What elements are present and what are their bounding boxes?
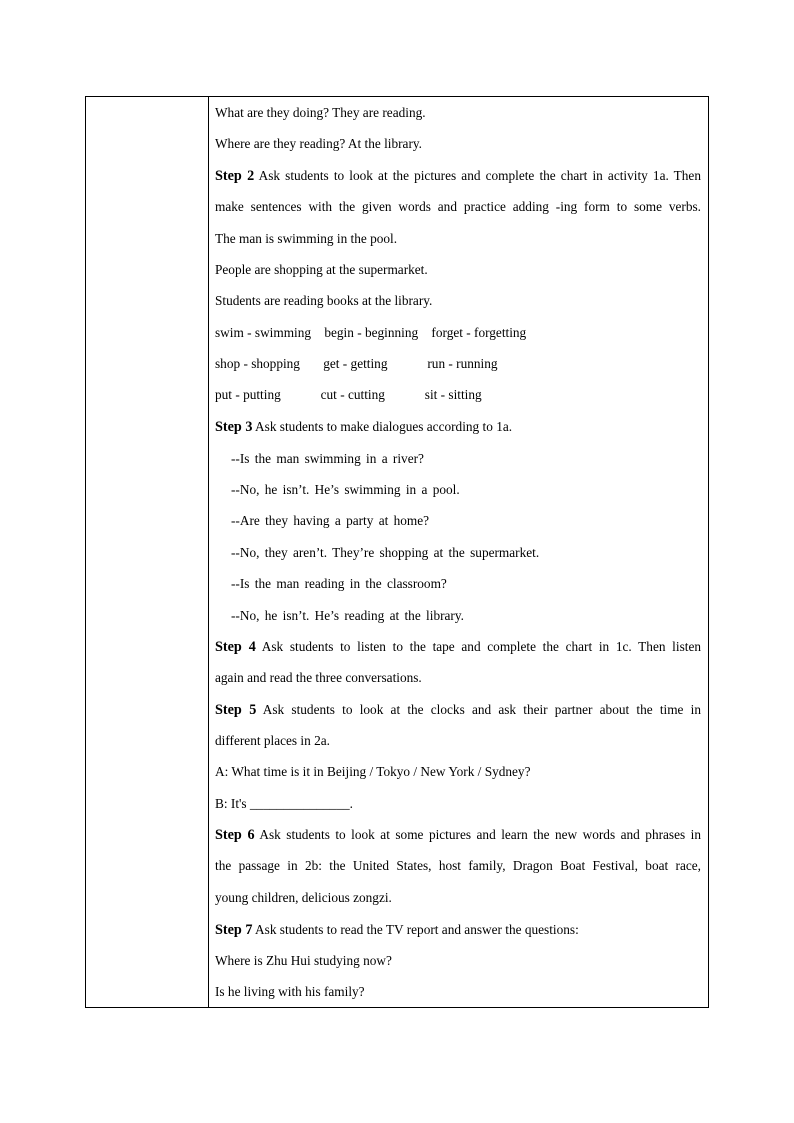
- line-text: Ask students to look at some pictures and learn the new words and phrases in: [259, 827, 701, 842]
- line-text: swim - swimming begin - beginning forget - forgetting: [215, 325, 527, 340]
- line-text: Ask students to listen to the tape and complete the chart in 1c. Then listen: [261, 639, 701, 654]
- step-line: [215, 827, 701, 843]
- text-line: [215, 796, 701, 812]
- line-text: People are shopping at the supermarket.: [215, 262, 428, 277]
- text-line: [215, 858, 701, 874]
- text-line: [215, 953, 701, 969]
- line-text: --Is the man swimming in a river?: [231, 451, 424, 466]
- line-text: Ask students to read the TV report and answer the questions:: [255, 922, 579, 937]
- step-label: Step 6: [215, 827, 255, 843]
- text-line: [215, 262, 701, 278]
- text-line: [215, 670, 701, 686]
- text-line: [215, 764, 701, 780]
- line-text: --No, they aren’t. They’re shopping at the supermarket.: [231, 545, 540, 560]
- line-text: Ask students to look at the pictures and complete the chart in activity 1a. Then: [258, 168, 701, 183]
- step-line: [215, 639, 701, 655]
- text-line: [215, 136, 701, 152]
- line-text: make sentences with the given words and practice adding -ing form to some verbs.: [215, 199, 701, 214]
- verb-forms-line: [215, 387, 701, 403]
- line-text: B: It's _______________.: [215, 796, 353, 811]
- text-line: [215, 890, 701, 906]
- step-label: Step 2: [215, 168, 255, 184]
- step-label: Step 7: [215, 922, 253, 938]
- line-text: Ask students to make dialogues according to 1a.: [255, 419, 513, 434]
- text-line: [215, 231, 701, 247]
- step-label: Step 3: [215, 419, 253, 435]
- dialogue-line: [231, 482, 701, 498]
- lesson-table: [85, 96, 709, 1008]
- line-text: --Are they having a party at home?: [231, 513, 430, 528]
- line-text: Where is Zhu Hui studying now?: [215, 953, 392, 968]
- text-line: [215, 199, 701, 215]
- step-line: [215, 702, 701, 718]
- line-text: The man is swimming in the pool.: [215, 231, 398, 246]
- dialogue-line: [231, 608, 701, 624]
- line-text: Students are reading books at the library.: [215, 293, 433, 308]
- dialogue-line: [231, 545, 701, 561]
- table-right-column: [209, 97, 708, 1007]
- step-line: [215, 419, 701, 435]
- table-left-column: [86, 97, 209, 1007]
- text-line: [215, 733, 701, 749]
- line-text: --No, he isn’t. He’s swimming in a pool.: [231, 482, 460, 497]
- line-text: shop - shopping get - getting run - running: [215, 356, 498, 371]
- line-text: different places in 2a.: [215, 733, 330, 748]
- line-text: A: What time is it in Beijing / Tokyo / New York / Sydney?: [215, 764, 531, 779]
- line-text: Ask students to look at the clocks and ask their partner about the time in: [262, 702, 701, 717]
- line-text: Is he living with his family?: [215, 984, 365, 999]
- dialogue-line: [231, 451, 701, 467]
- text-line: [215, 293, 701, 309]
- verb-forms-line: [215, 356, 701, 372]
- dialogue-line: [231, 513, 701, 529]
- line-text: Where are they reading? At the library.: [215, 136, 422, 151]
- line-text: the passage in 2b: the United States, host family, Dragon Boat Festival, boat race,: [215, 858, 701, 873]
- step-label: Step 5: [215, 702, 257, 718]
- line-text: What are they doing? They are reading.: [215, 105, 426, 120]
- line-text: --Is the man reading in the classroom?: [231, 576, 447, 591]
- line-text: put - putting cut - cutting sit - sitting: [215, 387, 482, 402]
- step-line: [215, 922, 701, 938]
- line-text: young children, delicious zongzi.: [215, 890, 392, 905]
- dialogue-line: [231, 576, 701, 592]
- step-label: Step 4: [215, 639, 256, 655]
- step-line: [215, 168, 701, 184]
- verb-forms-line: [215, 325, 701, 341]
- line-text: again and read the three conversations.: [215, 670, 422, 685]
- text-line: [215, 984, 701, 1000]
- text-line: [215, 105, 701, 121]
- line-text: --No, he isn’t. He’s reading at the library.: [231, 608, 464, 623]
